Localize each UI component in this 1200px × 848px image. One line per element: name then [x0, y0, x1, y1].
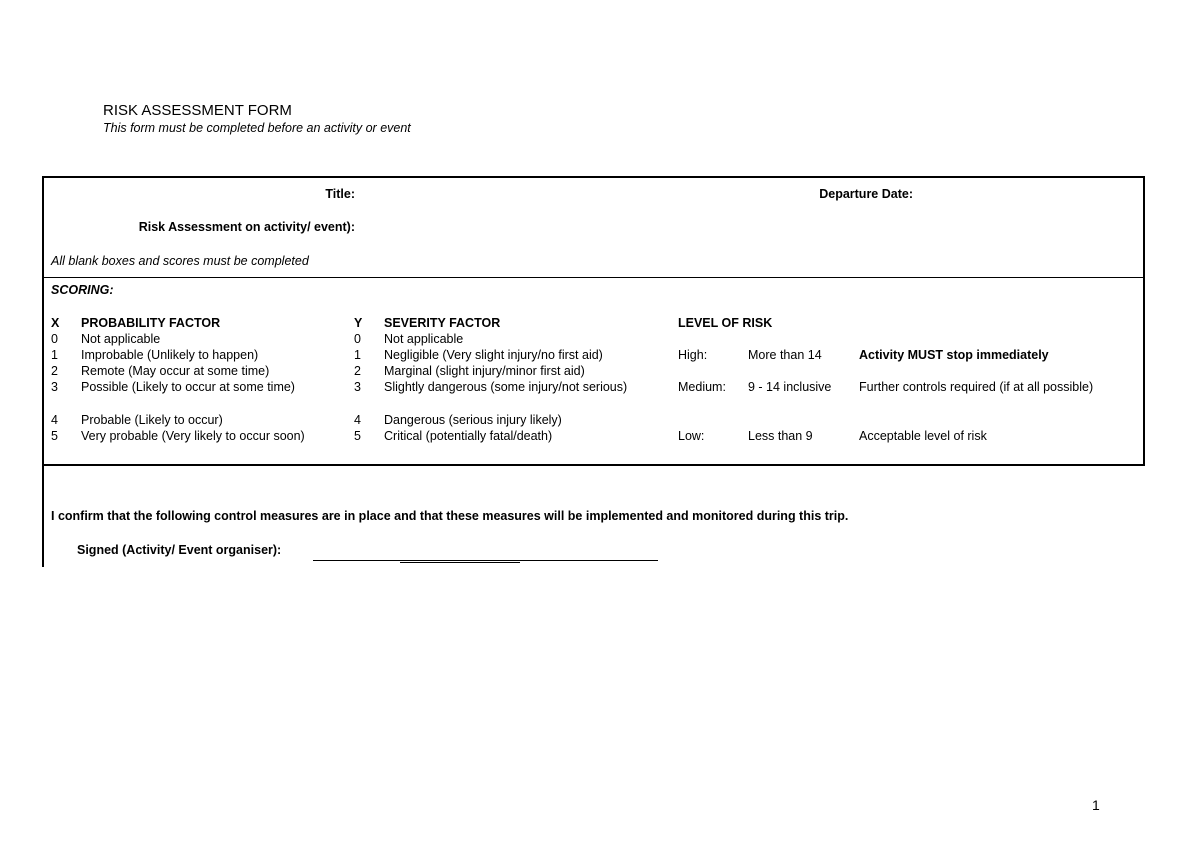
severity-heading: SEVERITY FACTOR	[384, 316, 501, 330]
severity-score: 0	[354, 332, 361, 346]
severity-score: 5	[354, 429, 361, 443]
severity-text: Negligible (Very slight injury/no first aid)	[384, 348, 603, 362]
severity-score: 2	[354, 364, 361, 378]
title-label: Title:	[325, 187, 355, 201]
probability-text: Not applicable	[81, 332, 161, 346]
completion-note: All blank boxes and scores must be completed	[51, 254, 309, 268]
probability-text: Probable (Likely to occur)	[81, 413, 223, 427]
risk-level-range: More than 14	[748, 348, 822, 362]
scoring-heading: SCORING:	[51, 283, 114, 297]
probability-letter: X	[51, 316, 60, 330]
departure-date-label: Departure Date:	[819, 187, 913, 201]
document-subtitle: This form must be completed before an activity or event	[103, 121, 411, 135]
section-divider	[42, 464, 1145, 466]
probability-heading: PROBABILITY FACTOR	[81, 316, 221, 330]
severity-text: Not applicable	[384, 332, 464, 346]
probability-score: 0	[51, 332, 58, 346]
confirmation-statement: I confirm that the following control measures are in place and that these measures will be implemented and monitored during this trip.	[51, 509, 849, 523]
probability-text: Possible (Likely to occur at some time)	[81, 380, 295, 394]
page-number: 1	[1092, 797, 1100, 813]
signed-label: Signed (Activity/ Event organiser):	[77, 543, 282, 557]
risk-level-action: Acceptable level of risk	[859, 429, 987, 443]
probability-score: 4	[51, 413, 58, 427]
severity-text: Marginal (slight injury/minor first aid)	[384, 364, 585, 378]
risk-level-name: Low:	[678, 429, 705, 443]
risk-level-action: Further controls required (if at all possible)	[859, 380, 1094, 394]
probability-score: 1	[51, 348, 58, 362]
severity-score: 1	[354, 348, 361, 362]
signature-line-overlay	[400, 562, 520, 563]
probability-score: 5	[51, 429, 58, 443]
severity-score: 4	[354, 413, 361, 427]
risk-level-range: Less than 9	[748, 429, 813, 443]
risk-level-range: 9 - 14 inclusive	[748, 380, 832, 394]
form-frame-right	[1143, 176, 1145, 466]
signature-line[interactable]	[313, 560, 658, 561]
severity-score: 3	[354, 380, 361, 394]
risk-level-action: Activity MUST stop immediately	[859, 348, 1049, 362]
severity-text: Slightly dangerous (some injury/not serious)	[384, 380, 628, 394]
risk-level-name: Medium:	[678, 380, 726, 394]
risk-assessment-label: Risk Assessment on activity/ event):	[138, 220, 355, 234]
form-frame-top	[42, 176, 1145, 178]
probability-score: 2	[51, 364, 58, 378]
document-title: RISK ASSESSMENT FORM	[103, 102, 292, 119]
severity-letter: Y	[354, 316, 363, 330]
probability-text: Improbable (Unlikely to happen)	[81, 348, 259, 362]
risk-level-name: High:	[678, 348, 708, 362]
probability-text: Remote (May occur at some time)	[81, 364, 270, 378]
severity-text: Critical (potentially fatal/death)	[384, 429, 553, 443]
level-of-risk-heading: LEVEL OF RISK	[678, 316, 773, 330]
probability-score: 3	[51, 380, 58, 394]
section-divider	[42, 277, 1145, 278]
severity-text: Dangerous (serious injury likely)	[384, 413, 562, 427]
form-frame-left	[42, 176, 44, 567]
probability-text: Very probable (Very likely to occur soon)	[81, 429, 305, 443]
